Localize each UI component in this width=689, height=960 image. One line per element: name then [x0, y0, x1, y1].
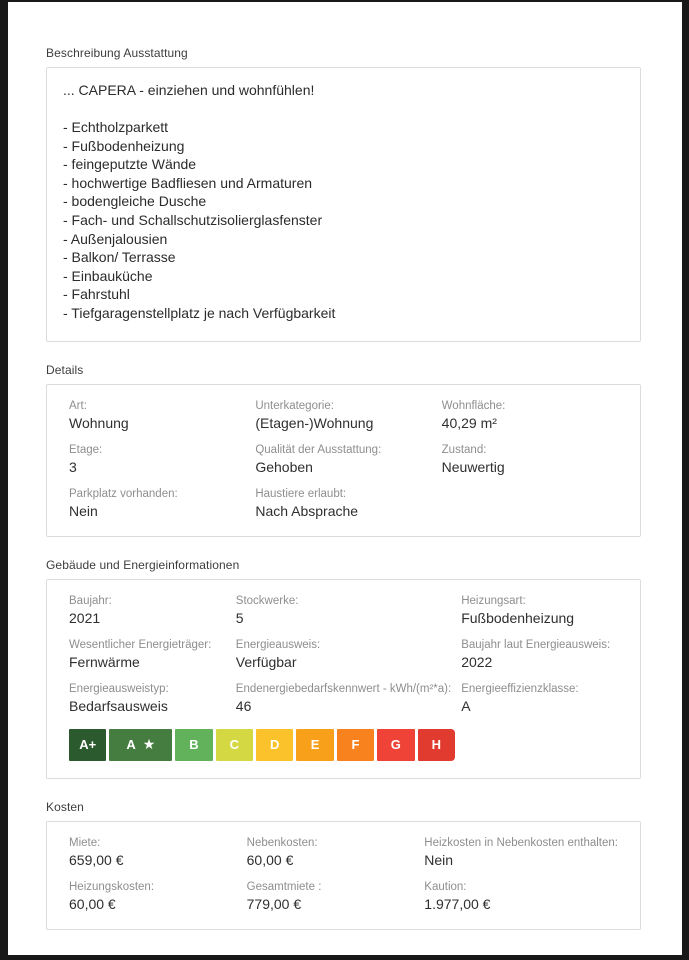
- cost-field: [69, 881, 237, 912]
- energy-field: [236, 639, 451, 670]
- cost-field: [247, 881, 415, 912]
- energy-field-value: A: [461, 697, 471, 714]
- description-line: - bodengleiche Dusche: [63, 193, 207, 210]
- description-line: - Fußbodenheizung: [63, 137, 185, 154]
- energy-class-cell: [109, 729, 172, 761]
- detail-field-label: Zustand:: [441, 443, 487, 456]
- detail-field-label: Art:: [69, 399, 87, 412]
- energy-class-cell: [418, 729, 455, 761]
- detail-field-label: Qualität der Ausstattung:: [255, 443, 382, 456]
- energy-field-label: Energieausweistyp:: [69, 682, 169, 695]
- details-section-title: Details: [46, 362, 84, 377]
- energy-field: [69, 595, 226, 626]
- description-line: - Einbauküche: [63, 267, 153, 284]
- energy-field-label: Energieausweis:: [235, 638, 321, 651]
- description-feature-list: [63, 118, 624, 323]
- energy-class-cell: [69, 729, 106, 761]
- details-card: [46, 384, 641, 537]
- description-line: - Fahrstuhl: [63, 286, 130, 303]
- detail-field-label: Etage:: [69, 443, 103, 456]
- detail-field-value: (Etagen-)Wohnung: [255, 414, 374, 431]
- energy-field-value: Fußbodenheizung: [461, 609, 575, 626]
- energy-class-cell: [337, 729, 374, 761]
- description-intro: ... CAPERA - einziehen und wohnfühlen!: [63, 82, 315, 98]
- detail-field: [255, 488, 431, 519]
- cost-field: [69, 837, 237, 868]
- detail-field-value: Nach Absprache: [255, 502, 359, 519]
- cost-field-label: Miete:: [69, 836, 101, 849]
- cost-field-label: Heizungskosten:: [69, 880, 155, 893]
- energy-class-cell: [175, 729, 212, 761]
- detail-field: [255, 400, 431, 431]
- cost-field-value: Nein: [424, 851, 454, 868]
- details-grid: [69, 400, 618, 519]
- energy-class-label: A+: [79, 737, 97, 753]
- energy-field: [461, 639, 618, 670]
- energy-field: [236, 683, 451, 714]
- energy-field: [461, 683, 618, 714]
- energy-field: [69, 683, 226, 714]
- detail-field: [69, 488, 245, 519]
- page-content: [8, 2, 682, 930]
- energy-field-value: 2021: [69, 609, 101, 626]
- energy-field-value: Fernwärme: [69, 653, 140, 670]
- detail-field: [442, 444, 618, 475]
- detail-field-value: Gehoben: [255, 458, 313, 475]
- detail-field-label: Wohnfläche:: [441, 399, 506, 412]
- description-line: - Tiefgaragenstellplatz je nach Verfügbarkeit: [63, 304, 336, 321]
- energy-class-label: A: [126, 737, 136, 753]
- energy-field-value: 2022: [461, 653, 493, 670]
- cost-field-value: 1.977,00 €: [424, 895, 491, 912]
- energy-field-value: 5: [235, 609, 244, 626]
- energy-class-label: D: [270, 737, 280, 753]
- energy-field: [69, 639, 226, 670]
- energy-field-label: Stockwerke:: [235, 594, 299, 607]
- energy-grid: [69, 595, 618, 714]
- energy-class-label: C: [229, 737, 239, 753]
- cost-field-label: Heizkosten in Nebenkosten enthalten:: [424, 836, 618, 849]
- energy-class-label: H: [431, 737, 441, 753]
- energy-class-cell: [256, 729, 293, 761]
- energy-field: [461, 595, 618, 626]
- costs-grid: [69, 837, 618, 912]
- cost-field: [247, 837, 415, 868]
- detail-field-label: Haustiere erlaubt:: [255, 487, 347, 500]
- section-costs: [46, 800, 641, 930]
- section-description: [46, 46, 641, 342]
- description-card: [46, 67, 641, 342]
- energy-field-label: Baujahr laut Energieausweis:: [461, 638, 611, 651]
- energy-class-label: F: [351, 737, 360, 753]
- energy-class-cell: [216, 729, 253, 761]
- detail-field-value: 40,29 m²: [441, 414, 497, 431]
- description-line: - Außenjalousien: [63, 230, 168, 247]
- energy-section-title: Gebäude und Energieinformationen: [46, 557, 240, 572]
- cost-field-value: 779,00 €: [246, 895, 302, 912]
- detail-field-value: 3: [69, 458, 77, 475]
- selected-class-star-icon: ★: [142, 736, 156, 753]
- energy-field: [236, 595, 451, 626]
- description-line: - feingeputzte Wände: [63, 156, 197, 173]
- detail-field: [442, 400, 618, 431]
- detail-field-value: Nein: [69, 502, 98, 519]
- cost-field-label: Gesamtmiete :: [246, 880, 322, 893]
- energy-class-label: B: [189, 737, 199, 753]
- description-line: - hochwertige Badfliesen und Armaturen: [63, 174, 313, 191]
- cost-field-value: 659,00 €: [69, 851, 124, 868]
- detail-field: [255, 444, 431, 475]
- costs-card: [46, 821, 641, 930]
- detail-field-label: Unterkategorie:: [255, 399, 334, 412]
- energy-class-label: G: [390, 737, 401, 753]
- cost-field-label: Kaution:: [424, 880, 467, 893]
- energy-field-value: Verfügbar: [235, 653, 297, 670]
- energy-field-label: Wesentlicher Energieträger:: [69, 638, 212, 651]
- section-energy: [46, 558, 641, 779]
- detail-field: [69, 444, 245, 475]
- cost-field: [424, 881, 618, 912]
- energy-class-cell: [296, 729, 333, 761]
- section-details: [46, 363, 641, 537]
- detail-field-value: Neuwertig: [441, 458, 505, 475]
- energy-efficiency-scale: [69, 729, 455, 761]
- cost-field-label: Nebenkosten:: [246, 836, 318, 849]
- energy-class-cell: [377, 729, 414, 761]
- energy-field-label: Baujahr:: [69, 594, 112, 607]
- description-line: - Echtholzparkett: [63, 119, 169, 135]
- detail-field-label: Parkplatz vorhanden:: [69, 487, 178, 500]
- costs-section-title: Kosten: [46, 799, 84, 814]
- energy-field-value: Bedarfsausweis: [69, 697, 168, 714]
- energy-class-label: E: [310, 737, 320, 753]
- description-line: - Fach- und Schallschutzisolierglasfenster: [63, 211, 323, 228]
- energy-field-value: 46: [235, 697, 252, 714]
- cost-field-value: 60,00 €: [69, 895, 116, 912]
- description-line: - Balkon/ Terrasse: [63, 249, 176, 266]
- detail-field-value: Wohnung: [69, 414, 129, 431]
- detail-field: [69, 400, 245, 431]
- energy-field-label: Heizungsart:: [461, 594, 526, 607]
- description-section-title: Beschreibung Ausstattung: [46, 46, 188, 60]
- listing-detail-page: [8, 2, 682, 955]
- energy-field-label: Energieeffizienzklasse:: [461, 682, 579, 695]
- energy-card: [46, 579, 641, 779]
- energy-field-label: Endenergiebedarfskennwert - kWh/(m²*a):: [235, 682, 452, 695]
- cost-field: [424, 837, 618, 868]
- cost-field-value: 60,00 €: [246, 851, 294, 868]
